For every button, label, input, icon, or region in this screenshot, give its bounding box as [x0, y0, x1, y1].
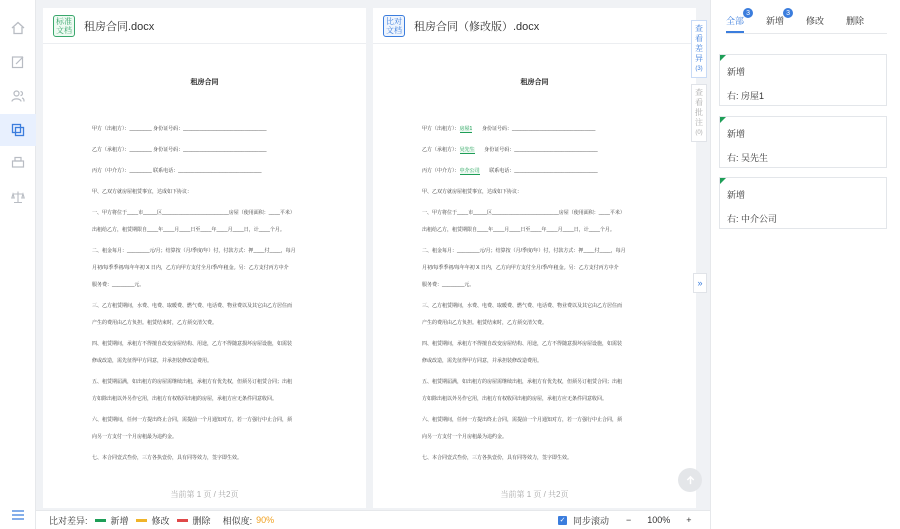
standard-doc-page[interactable]	[43, 45, 366, 485]
status-bar	[36, 510, 710, 529]
doc-line: 七、本合同壹式叁份，三方各执壹份，具有同等效力，签字即生效。	[422, 455, 573, 461]
doc-line: 一、甲方将位于____市_____区________________________房屋（使用面积：____平米）	[422, 210, 625, 216]
doc-line: 方如除出租以外另作它用，出租方有权收回出租的房屋，承租方应无条件同意收回。	[92, 396, 278, 402]
similarity-label: 相似度:	[222, 515, 253, 526]
doc-line: 修或改造，需先征得甲方同意，并承担装修改造费用。	[422, 358, 543, 364]
doc-line: 丙方（中介方）：________ 联系电话：______________________________	[92, 168, 262, 174]
legend-modified: 修改	[136, 514, 170, 527]
diff-highlight[interactable]: 吴先生	[459, 147, 475, 153]
zoom-control	[626, 515, 708, 525]
compare-doc-page-indicator: 当前第 1 页 / 共2页	[500, 490, 569, 499]
doc-line: 出租给乙方，租赁期限自____年____月____日至____年____月____日，计____个月。	[92, 227, 285, 233]
diff-type: 新增	[727, 129, 746, 139]
doc-line: 出租给乙方，租赁期限自____年____月____日至____年____月____日，计____个月。	[422, 227, 615, 233]
zoom-level: 100%	[647, 515, 671, 525]
doc-line: 修或改造，需先征得甲方同意，并承担装修改造费用。	[92, 358, 213, 364]
doc-line: 二、租金每月：________元/月；结算按（月/季度/年）付，付款方式：押____付____，每月	[422, 248, 626, 254]
diff-card[interactable]	[719, 54, 887, 106]
count-badge: 3	[783, 8, 793, 18]
zoom-in-button[interactable]: +	[686, 515, 692, 525]
scale-icon[interactable]	[8, 187, 28, 207]
checkbox-checked-icon: ✓	[559, 517, 566, 524]
legend-added: 新增	[95, 514, 129, 527]
doc-line: 丙方（中介方）：中介公司 联系电话：______________________________	[422, 168, 598, 174]
doc-line: 四、租赁期间，承租方不得擅自改变房屋结构、用途，乙方不得随意损坏房屋设施，如需装	[92, 341, 293, 347]
similarity-value: 90%	[256, 515, 275, 525]
doc-line: 乙方（承租方）：吴先生 身份证号码：______________________________	[422, 147, 598, 153]
diff-highlight[interactable]: 中介公司	[459, 168, 480, 174]
standard-doc-page-indicator: 当前第 1 页 / 共2页	[170, 490, 239, 499]
deleted-swatch	[177, 519, 188, 522]
edit-icon[interactable]	[8, 52, 28, 72]
doc-line: 产生的费用由乙方负担。租赁结束时，乙方须交清欠费。	[92, 320, 218, 326]
diff-sidebar	[710, 0, 900, 529]
doc-line: 三、乙方租赁期间，水费、电费、取暖费、燃气费、电话费、物业费以及其它由乙方居住而	[92, 303, 293, 309]
doc-line: 月初/每季季初/每年年初 X 日内，乙方向甲方支付全月/季/年租金。另：乙方支付丙方中介	[422, 265, 619, 271]
added-marker	[720, 117, 726, 123]
scroll-to-top-button[interactable]	[678, 468, 702, 492]
compare-doc-panel	[373, 8, 696, 508]
print-icon[interactable]	[8, 153, 28, 173]
sync-scroll-toggle[interactable]: ✓ 同步滚动	[559, 515, 610, 526]
compare-doc-name: 租房合同（修改版）.docx	[414, 20, 540, 33]
menu-icon[interactable]	[11, 509, 25, 521]
doc-line: 方如除出租以外另作它用，出租方有权收回出租的房屋，承租方应无条件同意收回。	[422, 396, 608, 402]
doc-line: 五、租赁期届满，如出租方的房屋需继续出租，承租方有优先权，但须另订租赁合同；出租	[92, 379, 293, 385]
doc-line: 甲、乙双方就房屋租赁事宜，达成如下协议：	[422, 189, 523, 195]
diff-legend-label: 比对差异:	[49, 515, 88, 526]
diff-type: 新增	[727, 67, 746, 77]
doc-line: 向另一方支付一个月房租最为违约金。	[422, 434, 508, 440]
doc-line: 乙方（承租方）：________ 身份证号码：______________________________	[92, 147, 267, 153]
added-swatch	[95, 519, 106, 522]
zoom-out-button[interactable]: −	[626, 515, 632, 525]
compare-doc-badge: 比对 文档	[383, 15, 405, 37]
home-icon[interactable]	[8, 18, 28, 38]
doc-line: 甲方（出租方）：房屋1 身份证号码：______________________________	[422, 126, 596, 132]
left-rail	[0, 0, 36, 529]
diff-text: 右: 吴先生	[727, 153, 769, 163]
added-marker	[720, 178, 726, 184]
doc-line: 服务费：________元。	[422, 282, 475, 288]
doc-line: 产生的费用由乙方负担。租赁结束时，乙方须交清欠费。	[422, 320, 548, 326]
double-chevron-right-icon: »	[697, 278, 703, 288]
added-marker	[720, 55, 726, 61]
modified-swatch	[136, 519, 147, 522]
doc-line: 服务费：________元。	[92, 282, 145, 288]
doc-line: 二、租金每月：________元/月；结算按（月/季度/年）付，付款方式：押____付____，每月	[92, 248, 296, 254]
diff-type: 新增	[727, 190, 746, 200]
compare-doc-title: 租房合同	[520, 79, 549, 86]
tab-view-annotations[interactable]: 查看批注 (0)	[691, 84, 707, 142]
tab-modified[interactable]: 修改	[806, 16, 825, 26]
diff-highlight[interactable]: 房屋1	[459, 126, 473, 132]
doc-line: 向另一方支付一个月房租最为违约金。	[92, 434, 178, 440]
doc-line: 三、乙方租赁期间，水费、电费、取暖费、燃气费、电话费、物业费以及其它由乙方居住而	[422, 303, 623, 309]
users-icon[interactable]	[8, 86, 28, 106]
compare-doc-header	[373, 8, 696, 44]
diff-text: 右: 中介公司	[727, 214, 778, 224]
expand-panel-button[interactable]	[693, 273, 707, 293]
standard-doc-header	[43, 8, 366, 44]
standard-doc-badge: 标准 文档	[53, 15, 75, 37]
standard-doc-title: 租房合同	[190, 79, 219, 86]
tab-added[interactable]: 新增 3	[766, 14, 784, 33]
doc-line: 四、租赁期间，承租方不得擅自改变房屋结构、用途，乙方不得随意损坏房屋设施，如需装	[422, 341, 623, 347]
doc-line: 月初/每季季初/每年年初 X 日内，乙方向甲方支付全月/季/年租金。另：乙方支付丙方中介	[92, 265, 289, 271]
tab-view-differences[interactable]: 查看差异 (3)	[691, 20, 707, 78]
tab-deleted[interactable]: 删除	[846, 16, 865, 26]
doc-line: 一、甲方将位于____市_____区________________________房屋（使用面积：____平米）	[92, 210, 295, 216]
standard-doc-name: 租房合同.docx	[84, 20, 155, 33]
diff-filter-tabs	[726, 9, 887, 34]
compare-icon[interactable]	[0, 114, 36, 146]
doc-line: 五、租赁期届满，如出租方的房屋需继续出租，承租方有优先权，但须另订租赁合同；出租	[422, 379, 623, 385]
diff-text: 右: 房屋1	[727, 91, 765, 101]
diff-card[interactable]	[719, 177, 887, 229]
legend-deleted: 删除	[177, 514, 211, 527]
doc-line: 甲、乙双方就房屋租赁事宜，达成如下协议：	[92, 189, 193, 195]
arrow-up-icon	[685, 475, 696, 486]
doc-line: 七、本合同壹式叁份，三方各执壹份，具有同等效力，签字即生效。	[92, 455, 243, 461]
tab-all[interactable]: 全部 3	[726, 14, 744, 33]
standard-doc-panel	[43, 8, 366, 508]
compare-doc-page[interactable]	[373, 45, 696, 485]
doc-line: 甲方（出租方）：________ 身份证号码：______________________________	[92, 126, 267, 132]
count-badge: 3	[743, 8, 753, 18]
diff-card[interactable]	[719, 116, 887, 168]
doc-line: 六、租赁期间，任何一方提出终止合同，需提前一个月通知对方，若一方强行中止合同，须	[92, 417, 293, 423]
doc-line: 六、租赁期间，任何一方提出终止合同，需提前一个月通知对方，若一方强行中止合同，须	[422, 417, 623, 423]
